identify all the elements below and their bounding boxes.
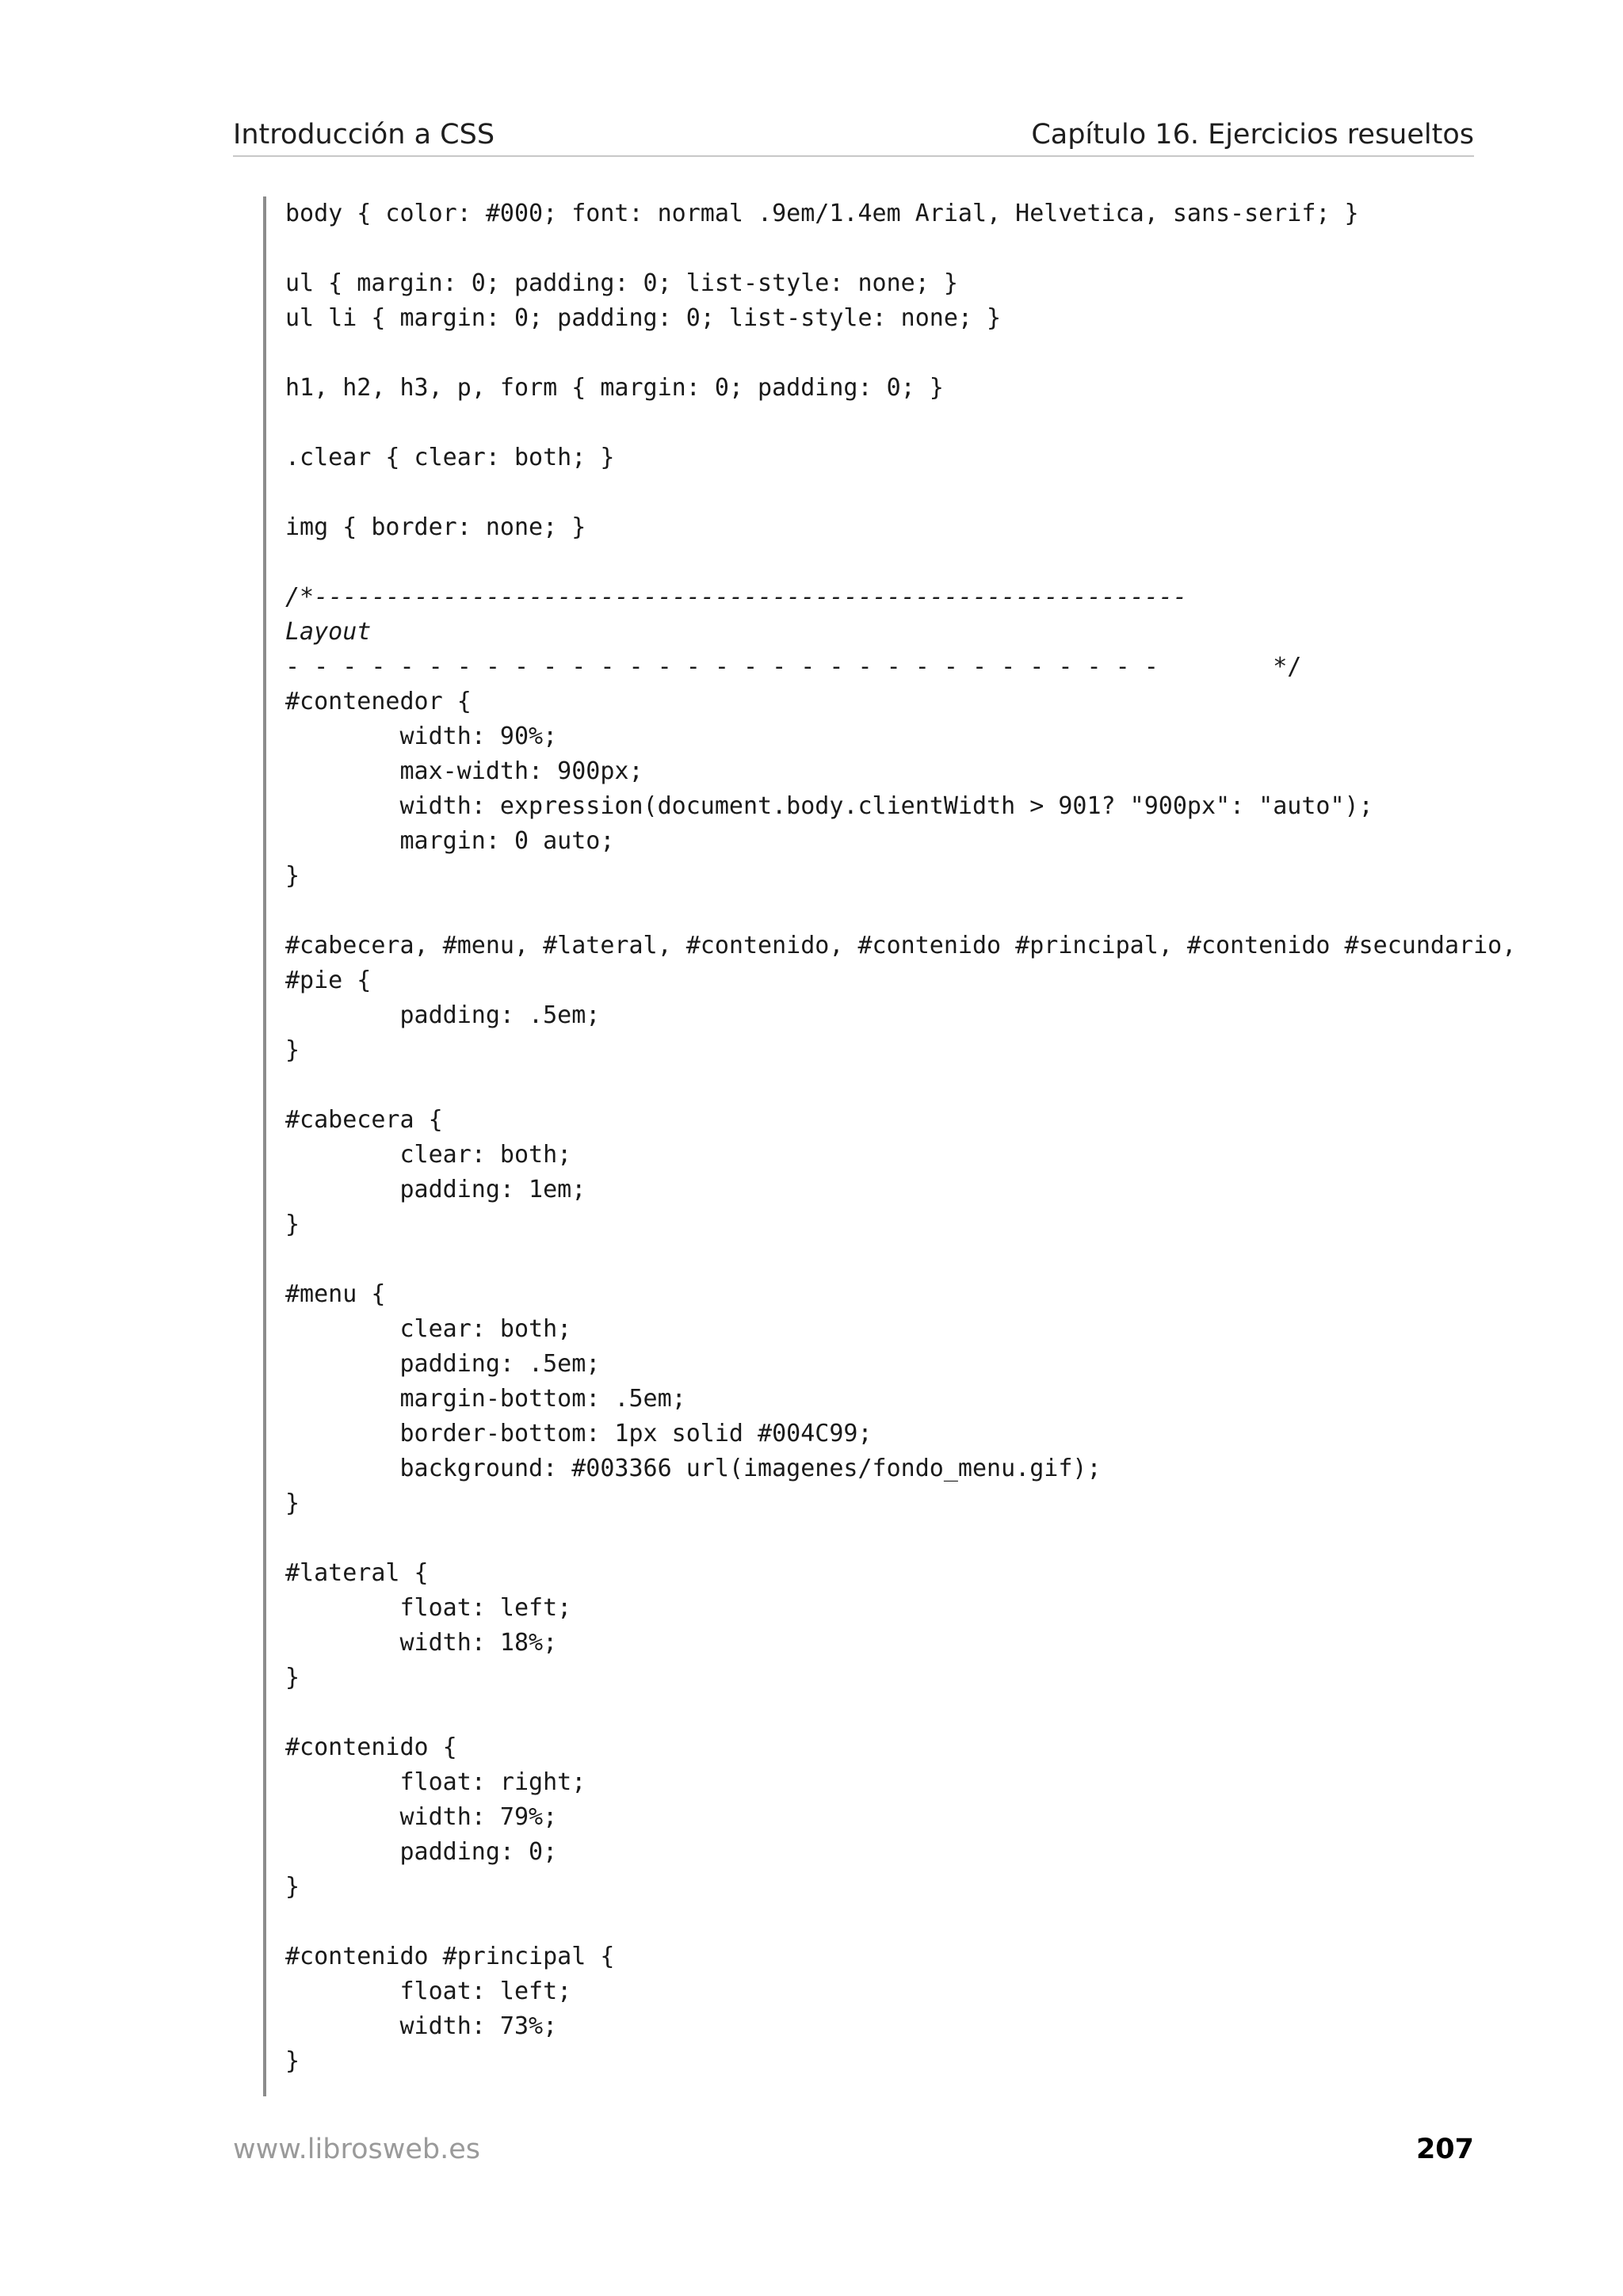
book-title: Introducción a CSS [233,119,495,151]
code-line: ul li { margin: 0; padding: 0; list-style: none; } [285,304,1002,332]
code-line: } [285,1664,300,1691]
chapter-title: Capítulo 16. Ejercicios resueltos [1031,119,1474,151]
website-url: www.librosweb.es [233,2134,480,2165]
code-line: width: 73%; [285,2012,558,2040]
code-line: #menu { [285,1280,386,1308]
code-line: } [285,2047,300,2075]
code-line: margin-bottom: .5em; [285,1385,686,1413]
page-number: 207 [1415,2134,1474,2165]
code-line: } [285,1489,300,1517]
code-line: } [285,1211,300,1238]
code-line: width: 18%; [285,1629,558,1657]
code-line: float: left; [285,1594,572,1622]
code-line: #lateral { [285,1559,429,1587]
code-line: background: #003366 url(imagenes/fondo_menu.gif); [285,1455,1102,1482]
code-comment-line: Layout [285,618,372,646]
code-line: width: 90%; [285,723,558,750]
page-header [233,116,1474,157]
code-line: #cabecera { [285,1106,443,1134]
code-line: width: expression(document.body.clientWidth > 901? "900px": "auto"); [285,792,1373,820]
code-line: clear: both; [285,1141,572,1169]
code-line: .clear { clear: both; } [285,444,615,471]
code-line: h1, h2, h3, p, form { margin: 0; padding: 0; } [285,374,944,402]
code-line: padding: .5em; [285,1350,601,1378]
code-line: #contenido { [285,1733,457,1761]
code-line: padding: 0; [285,1838,558,1866]
code-line: ul { margin: 0; padding: 0; list-style: none; } [285,269,958,297]
code-line: float: left; [285,1978,572,2005]
code-line: padding: .5em; [285,1001,601,1029]
code-line: padding: 1em; [285,1176,586,1203]
code-line: margin: 0 auto; [285,827,615,855]
code-line: #pie { [285,967,372,994]
code-line: max-width: 900px; [285,757,643,785]
code-line: } [285,1873,300,1901]
code-line: } [285,1036,300,1064]
page-footer [233,2134,1474,2173]
code-line: } [285,862,300,890]
code-line: clear: both; [285,1315,572,1343]
code-line: img { border: none; } [285,513,586,541]
code-line: body { color: #000; font: normal .9em/1.4em Arial, Helvetica, sans-serif; } [285,200,1359,227]
code-line: width: 79%; [285,1803,558,1831]
code-line: #contenido #principal { [285,1943,615,1970]
code-line: float: right; [285,1768,586,1796]
code-comment-line: - - - - - - - - - - - - - - - - - - - - - - - - - - - - - - - */ [285,653,1302,681]
code-listing [263,196,1517,2096]
code-line: #contenedor { [285,688,472,715]
code-line: #cabecera, #menu, #lateral, #contenido, #contenido #principal, #contenido #secundario, [285,932,1517,959]
code-comment-line: /*------------------------------------------------------------- [285,583,1187,611]
code-line: border-bottom: 1px solid #004C99; [285,1420,873,1447]
